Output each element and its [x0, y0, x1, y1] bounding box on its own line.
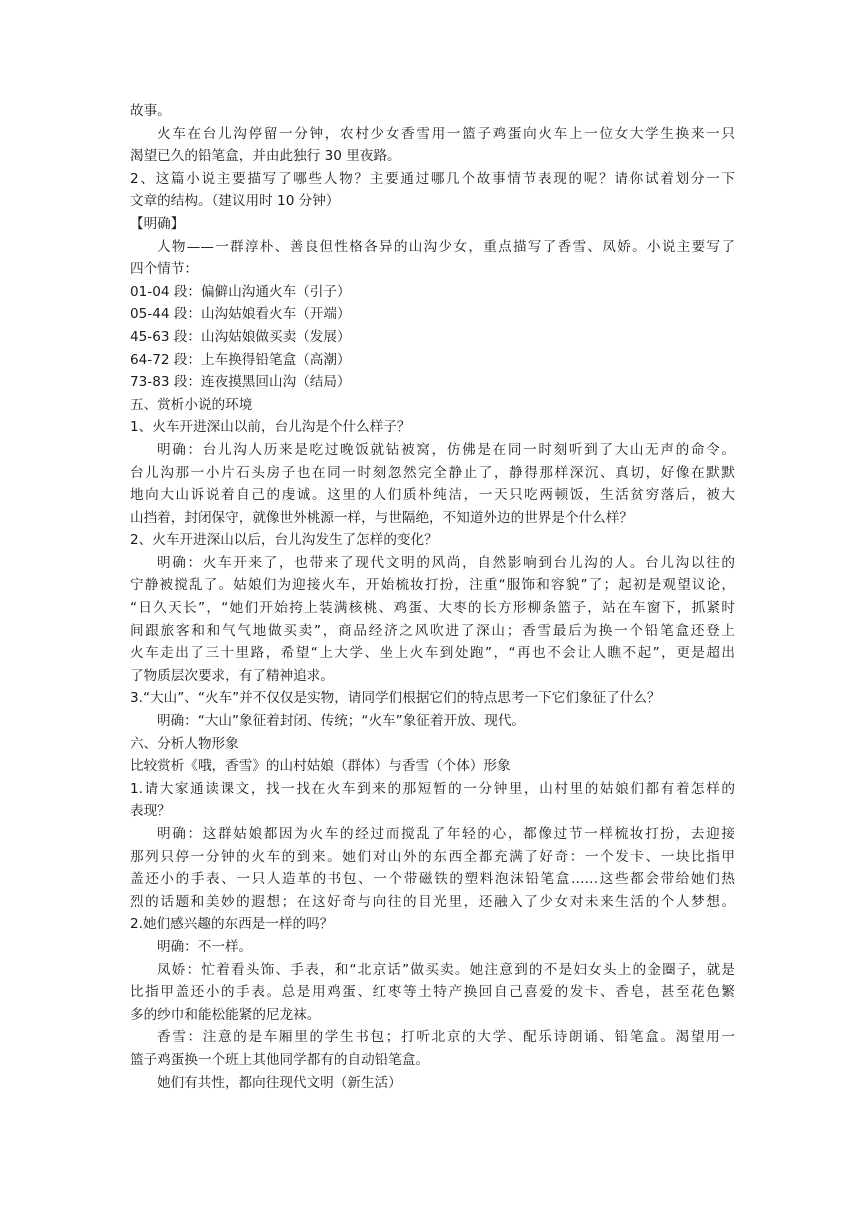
question-heading: 2.她们感兴趣的东西是一样的吗？	[130, 916, 334, 933]
text-line: 香雪：注意的是车厢里的学生书包；打听北京的大学、配乐诗朗诵、铅笔盒。渴望用一	[157, 1029, 735, 1046]
text-line: 明确：这群姑娘都因为火车的经过而搅乱了年轻的心，都像过节一样梳妆打扮，去迎接	[157, 826, 735, 842]
text-line: 明确：台儿沟人历来是吃过晚饭就钻被窝，仿佛是在同一时刻听到了大山无声的命令。	[157, 441, 735, 458]
text-line: 火车走出了三十里路，希望“上大学、坐上火车到处跑”，“再也不会让人瞧不起”，更是超出	[130, 645, 735, 662]
text-line: 明确：火车开来了，也带来了现代文明的风尚，自然影响到台儿沟的人。台儿沟以往的	[157, 554, 735, 571]
text-line: “日久天长”，“她们开始挎上装满核桃、鸡蛋、大枣的长方形柳条篮子，站在车窗下，抓紧时	[130, 600, 735, 617]
text-line: 地向大山诉说着自己的虔诚。这里的人们质朴纯洁，一天只吃两顿饭，生活贫穷落后，被大	[130, 487, 735, 504]
text-line: 凤娇：忙着看头饰、手表，和“北京话”做买卖。她注意到的不是妇女头上的金圈子，就是	[157, 961, 735, 978]
section-heading: 五、赏析小说的环境	[130, 396, 253, 413]
text-line: 渴望已久的铅笔盒，并由此独行 30 里夜路。	[130, 148, 401, 165]
text-line: 了物质层次要求，有了精神追求。	[130, 667, 334, 684]
text-line: 明确：不一样。	[157, 938, 253, 955]
text-line: 宁静被搅乱了。姑娘们为迎接火车，开始梳妆打扮，注重“服饰和容貌”了；起初是观望议论，	[130, 577, 735, 594]
plot-item: 01-04 段：偏僻山沟通火车（引子）	[130, 283, 351, 300]
text-line: 烈的话题和美妙的遐想；在这好奇与向往的目光里，还融入了少女对未来生活的个人梦想。	[130, 893, 735, 910]
question-heading: 2、火车开进深山以后，台儿沟发生了怎样的变化？	[130, 532, 438, 549]
text-line: 火车在台儿沟停留一分钟，农村少女香雪用一篮子鸡蛋向火车上一位女大学生换来一只	[157, 125, 735, 142]
document-page	[130, 100, 735, 1094]
text-line: 人物——一群淳朴、善良但性格各异的山沟少女，重点描写了香雪、凤娇。小说主要写了	[157, 238, 735, 255]
text-line: 比指甲盖还小的手表。总是用鸡蛋、红枣等土特产换回自己喜爱的发卡、香皂，甚至花色繁	[130, 984, 735, 1001]
text-line: 表现？	[130, 803, 171, 820]
text-line: 山挡着，封闭保守，就像世外桃源一样，与世隔绝，不知道外边的世界是个什么样？	[130, 509, 633, 526]
question-heading: 1.请大家通读课文，找一找在火车到来的那短暂的一分钟里，山村里的姑娘们都有着怎样的	[130, 780, 735, 797]
section-heading: 六、分析人物形象	[130, 735, 239, 752]
text-line: 她们有共性，都向往现代文明（新生活）	[157, 1074, 402, 1091]
plot-item: 45-63 段：山沟姑娘做买卖（发展）	[130, 328, 351, 345]
answer-label: 【明确】	[130, 215, 185, 232]
text-line: 那列只停一分钟的火车的到来。她们对山外的东西全都充满了好奇：一个发卡、一块比指甲	[130, 848, 735, 865]
text-line: 盖还小的手表、一只人造革的书包、一个带磁铁的塑料泡沫铅笔盒……这些都会带给她们热	[130, 871, 735, 888]
plot-item: 64-72 段：上车换得铅笔盒（高潮）	[130, 351, 351, 368]
text-line: 间跟旅客和和气气地做买卖”，商品经济之风吹进了深山；香雪最后为换一个铅笔盒还登上	[130, 622, 735, 639]
plot-item: 05-44 段：山沟姑娘看火车（开端）	[130, 306, 351, 323]
question-heading: 3.“大山”、“火车”并不仅仅是实物，请同学们根据它们的特点思考一下它们象征了什么？	[130, 690, 661, 707]
text-line: 台儿沟那一小片石头房子也在同一时刻忽然完全静止了，静得那样深沉、真切，好像在默默	[130, 464, 735, 481]
text-line: 故事。	[130, 103, 171, 119]
text-line: 明确：“大山”象征着封闭、传统；“火车”象征着开放、现代。	[157, 713, 526, 730]
plot-item: 73-83 段：连夜摸黑回山沟（结局）	[130, 374, 351, 391]
question-heading: 2、这篇小说主要描写了哪些人物？主要通过哪几个故事情节表现的呢？请你试着划分一下	[130, 170, 735, 187]
text-line: 多的纱巾和能松能紧的尼龙袜。	[130, 1006, 321, 1023]
text-line: 篮子鸡蛋换一个班上其他同学都有的自动铅笔盒。	[130, 1051, 430, 1068]
text-line: 比较赏析《哦，香雪》的山村姑娘（群体）与香雪（个体）形象	[130, 758, 511, 775]
text-line: 文章的结构。（建议用时 10 分钟）	[130, 193, 340, 210]
question-heading: 1、火车开进深山以前，台儿沟是个什么样子？	[130, 419, 411, 436]
text-line: 四个情节：	[130, 261, 198, 278]
